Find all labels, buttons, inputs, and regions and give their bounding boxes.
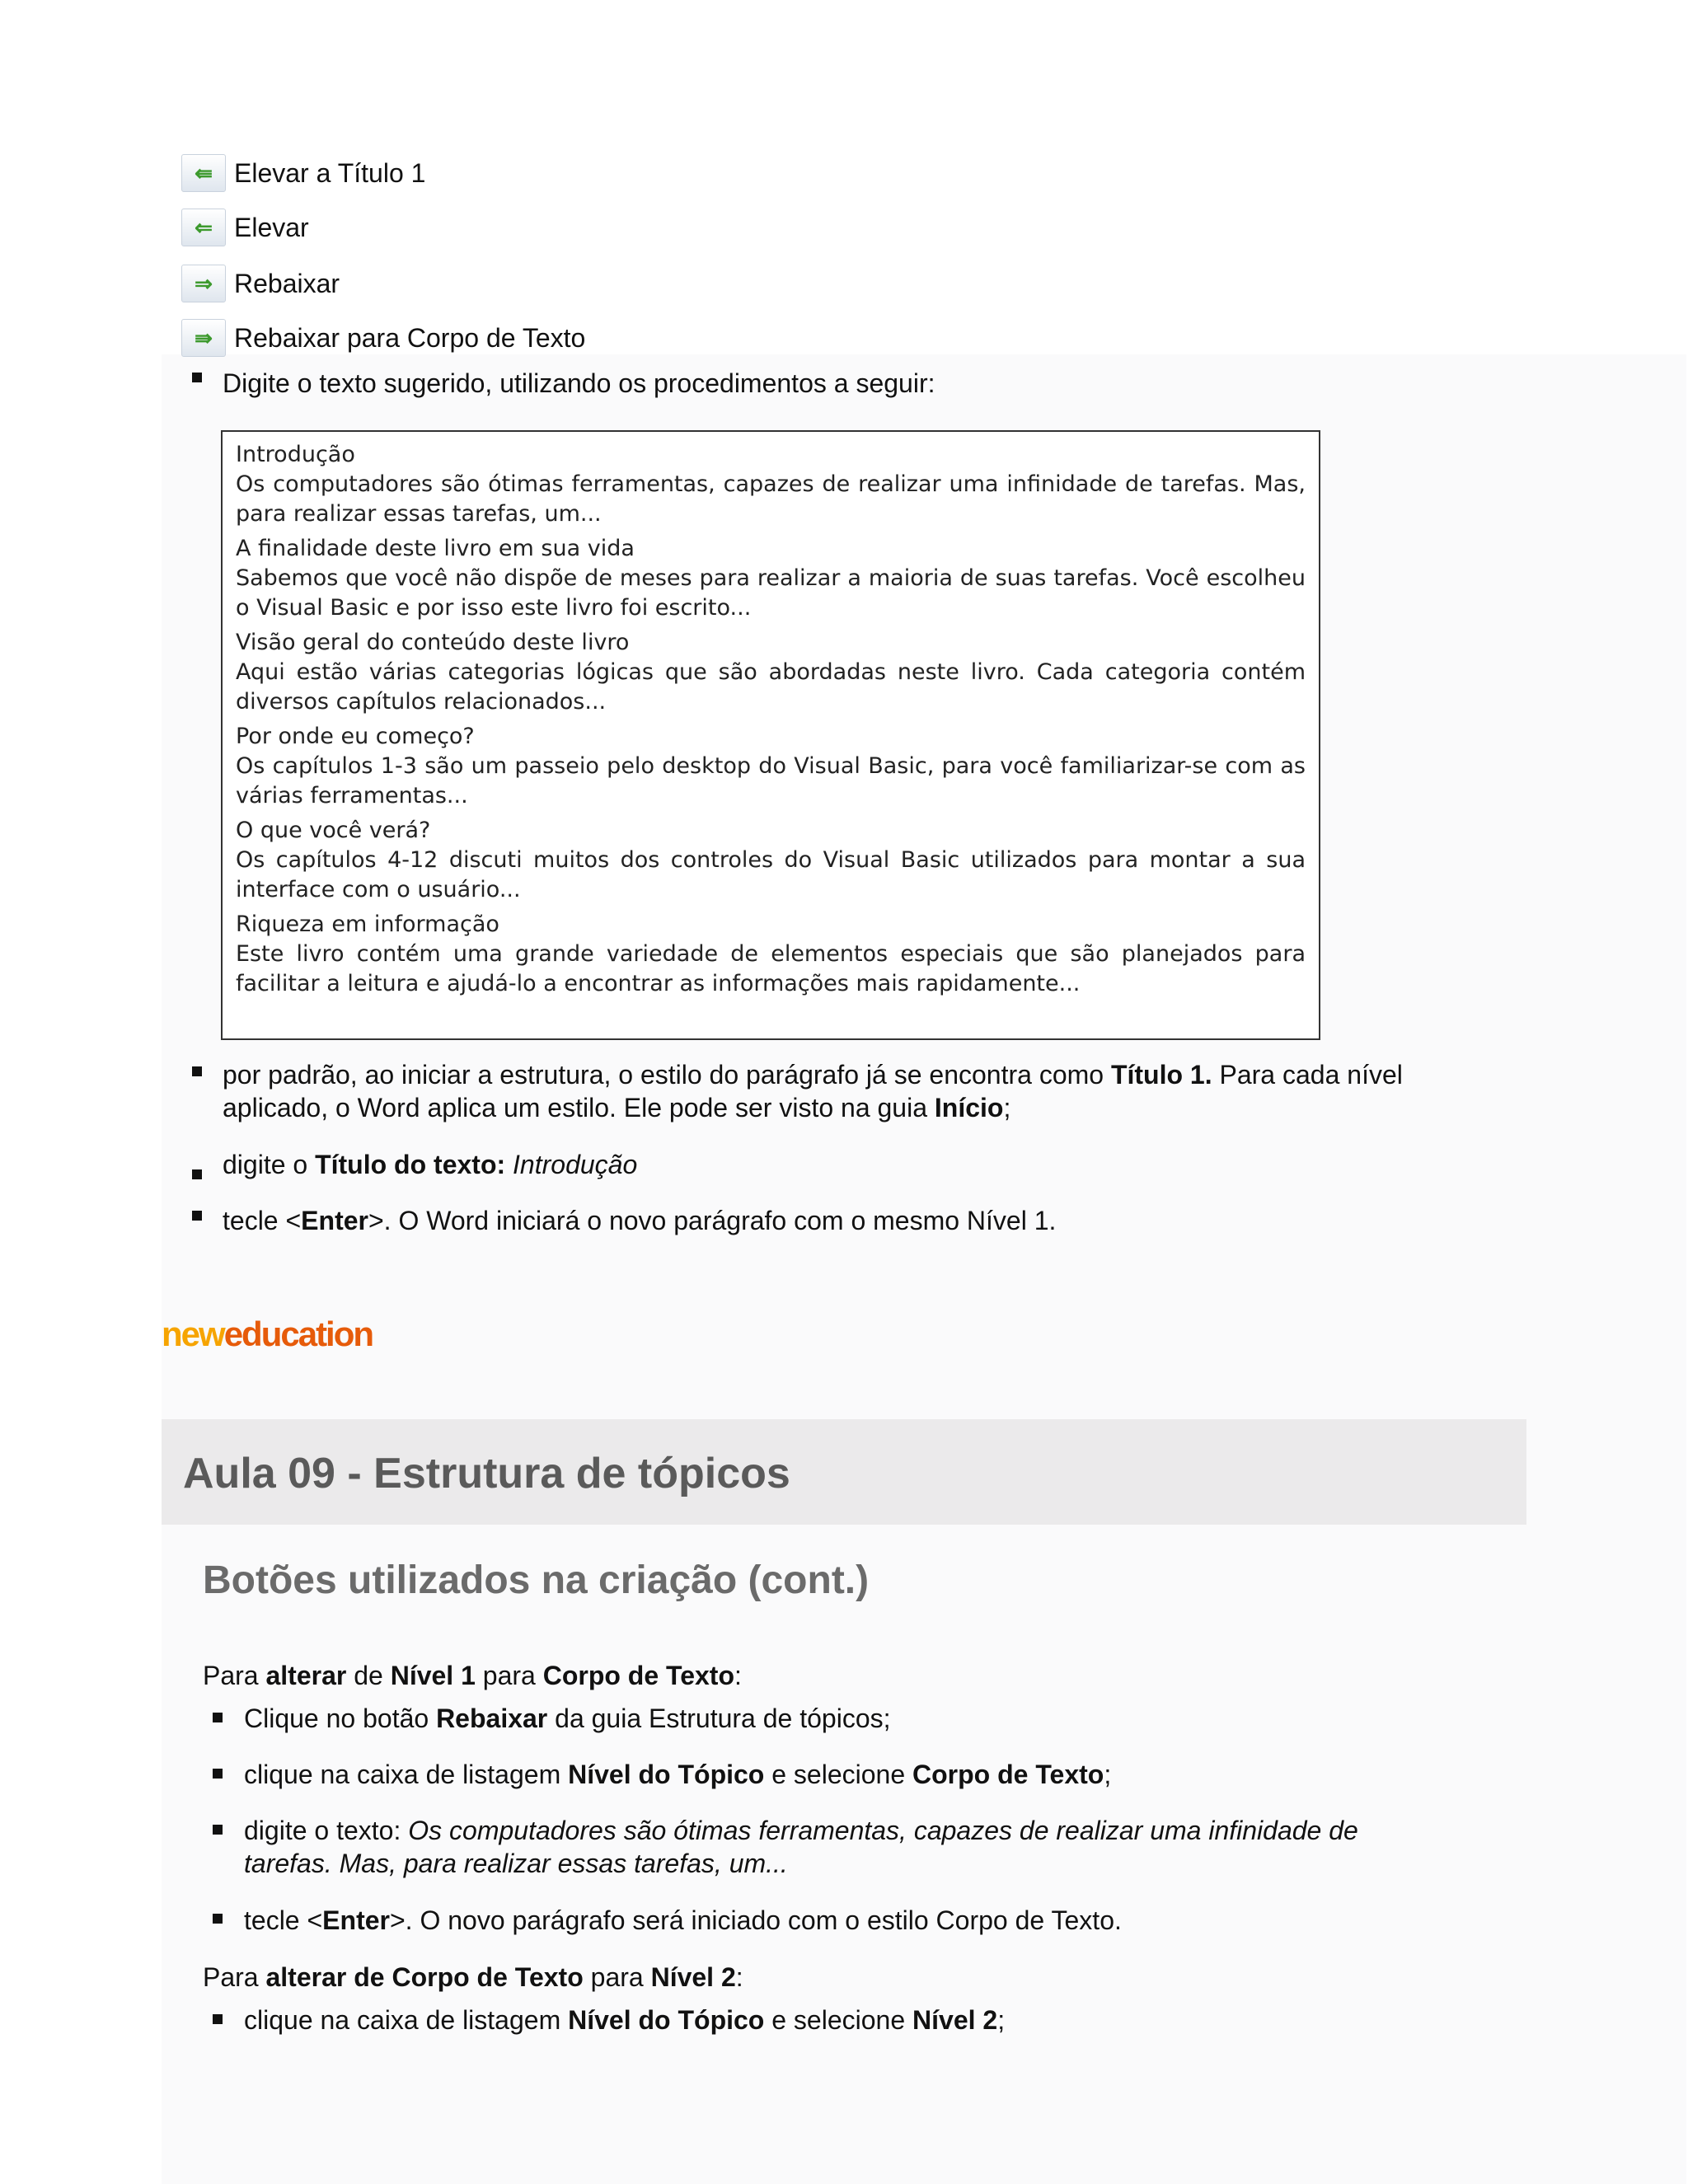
text-run: Para cada nível [1212,1060,1403,1090]
text-run-bold: Título do texto: [315,1150,506,1179]
text-run-bold: Nível 2 [912,2005,998,2035]
text-run: Para [203,1962,266,1992]
text-run-bold: alterar [265,1661,347,1690]
demote-label: Rebaixar [234,268,340,298]
text-run: digite o texto: [244,1816,409,1845]
text-run: para [475,1661,543,1690]
sample-paragraph: Sabemos que você não dispõe de meses para realizar a maioria de suas tarefas. Você escolheu o Visual Basic e por isso este livro foi escrito... [236,565,1306,621]
text-run-bold: Nível do Tópico [568,2005,765,2035]
text-run-bold: Enter [301,1206,368,1235]
text-run: da guia Estrutura de tópicos; [547,1704,891,1733]
text-run-bold: Corpo de Texto [912,1760,1104,1789]
text-run: ; [997,2005,1006,2035]
text-run-bold: Enter [322,1905,390,1935]
bullet-press-enter [223,1204,1056,1237]
demote-to-body-label: Rebaixar para Corpo de Texto [234,322,586,353]
text-run-bold: alterar de Corpo de Texto [265,1962,584,1992]
demote-to-body-item [181,313,585,363]
text-run: digite o [223,1150,316,1179]
lesson-title: Aula 09 - Estrutura de tópicos [183,1450,790,1497]
logo-part-education: education [223,1315,373,1353]
text-run-bold: Nível 1 [390,1661,476,1690]
text-run-bold: Título 1. [1110,1060,1212,1090]
text-run: >. O novo parágrafo será iniciado com o estilo Corpo de Texto. [389,1905,1122,1935]
text-run: para [583,1962,651,1992]
sample-paragraph: Aqui estão várias categorias lógicas que são abordadas neste livro. Cada categoria contém diversos capítulos relacionados... [236,659,1306,715]
bullet-marker [213,2014,223,2024]
double-arrow-right-icon[interactable]: ⇛ [181,319,226,357]
arrow-left-icon[interactable]: ⇐ [181,209,226,246]
step-select-level2 [244,2004,1005,2036]
text-run: e selecione [764,2005,913,2035]
newedducation-logo [162,1315,373,1354]
text-run: aplicado, o Word aplica um estilo. Ele pode ser visto na guia [223,1093,935,1122]
bullet-marker [192,1169,202,1179]
sample-paragraph: Os capítulos 1-3 são um passeio pelo desktop do Visual Basic, para você familiarizar-se com as várias ferramentas... [236,753,1306,808]
text-run-italic: Introdução [513,1150,638,1179]
sample-heading: A finalidade deste livro em sua vida [236,536,635,561]
lesson-banner [162,1419,1526,1525]
text-run-bold: Nível 2 [650,1962,736,1992]
sample-heading: Visão geral do conteúdo deste livro [236,630,630,655]
text-run-italic: Os computadores são ótimas ferramentas, capazes de realizar uma infinidade de [408,1816,1358,1845]
text-run: : [735,1962,743,1992]
bullet-type-title [223,1148,637,1181]
double-arrow-left-icon[interactable]: ⇚ [181,154,226,192]
text-run: tecle < [244,1905,323,1935]
logo-part-new: new [162,1315,224,1353]
text-run-bold: Rebaixar [436,1704,548,1733]
bullet-marker [213,1769,223,1779]
sample-paragraph: Os capítulos 4-12 discuti muitos dos controles do Visual Basic utilizados para montar a sua interface com o usuário... [236,847,1306,902]
text-run: clique na caixa de listagem [244,2005,569,2035]
bullet-marker [213,1713,223,1722]
text-run: Clique no botão [244,1704,437,1733]
sample-heading: Riqueza em informação [236,912,499,937]
step-select-body-text [244,1758,1111,1791]
intro-bullet-text: Digite o texto sugerido, utilizando os procedimentos a seguir: [223,368,935,398]
sample-heading: Por onde eu começo? [236,724,475,749]
text-run: clique na caixa de listagem [244,1760,569,1789]
para-change-level1-to-body [203,1659,742,1692]
elevate-to-title1-item [181,148,425,198]
demote-item [181,259,340,308]
text-run: por padrão, ao iniciar a estrutura, o estilo do parágrafo já se encontra como [223,1060,1111,1090]
text-run-italic: tarefas. Mas, para realizar essas tarefas, um... [244,1849,788,1878]
sample-text-box [221,430,1320,1040]
step-click-demote [244,1702,891,1735]
arrow-right-icon[interactable]: ⇒ [181,265,226,302]
step-type-text [244,1814,1513,1880]
text-run: Para [203,1661,266,1690]
text-run: de [346,1661,391,1690]
bullet-marker [192,373,202,382]
text-run: e selecione [764,1760,913,1789]
text-run: ; [1104,1760,1112,1789]
sample-heading: O que você verá? [236,818,431,843]
text-run: : [734,1661,742,1690]
step-press-enter [244,1904,1122,1937]
elevate-item [181,203,309,252]
sample-paragraph: Os computadores são ótimas ferramentas, capazes de realizar uma infinidade de tarefas. Mas, para realizar essas tarefas, um... [236,471,1306,527]
sample-paragraph: Este livro contém uma grande variedade de elementos especiais que são planejados para facilitar a leitura e ajudá-lo a encontrar as informações mais rapidamente... [236,941,1306,996]
bullet-default-style [223,1058,1508,1124]
text-run-bold: Corpo de Texto [542,1661,734,1690]
text-run: >. O Word iniciará o novo parágrafo com o mesmo Nível 1. [368,1206,1057,1235]
text-run-bold: Início [934,1093,1004,1122]
sample-heading: Introdução [236,442,355,467]
bullet-marker [213,1914,223,1924]
elevate-label: Elevar [234,212,309,242]
bullet-marker [192,1066,202,1076]
para-change-body-to-level2 [203,1961,743,1994]
text-run-bold: Nível do Tópico [568,1760,765,1789]
text-run: ; [1003,1093,1011,1122]
bullet-marker [192,1211,202,1221]
bullet-marker [213,1825,223,1835]
section-title: Botões utilizados na criação (cont.) [203,1558,870,1602]
elevate-to-title1-label: Elevar a Título 1 [234,157,426,188]
text-run: tecle < [223,1206,302,1235]
